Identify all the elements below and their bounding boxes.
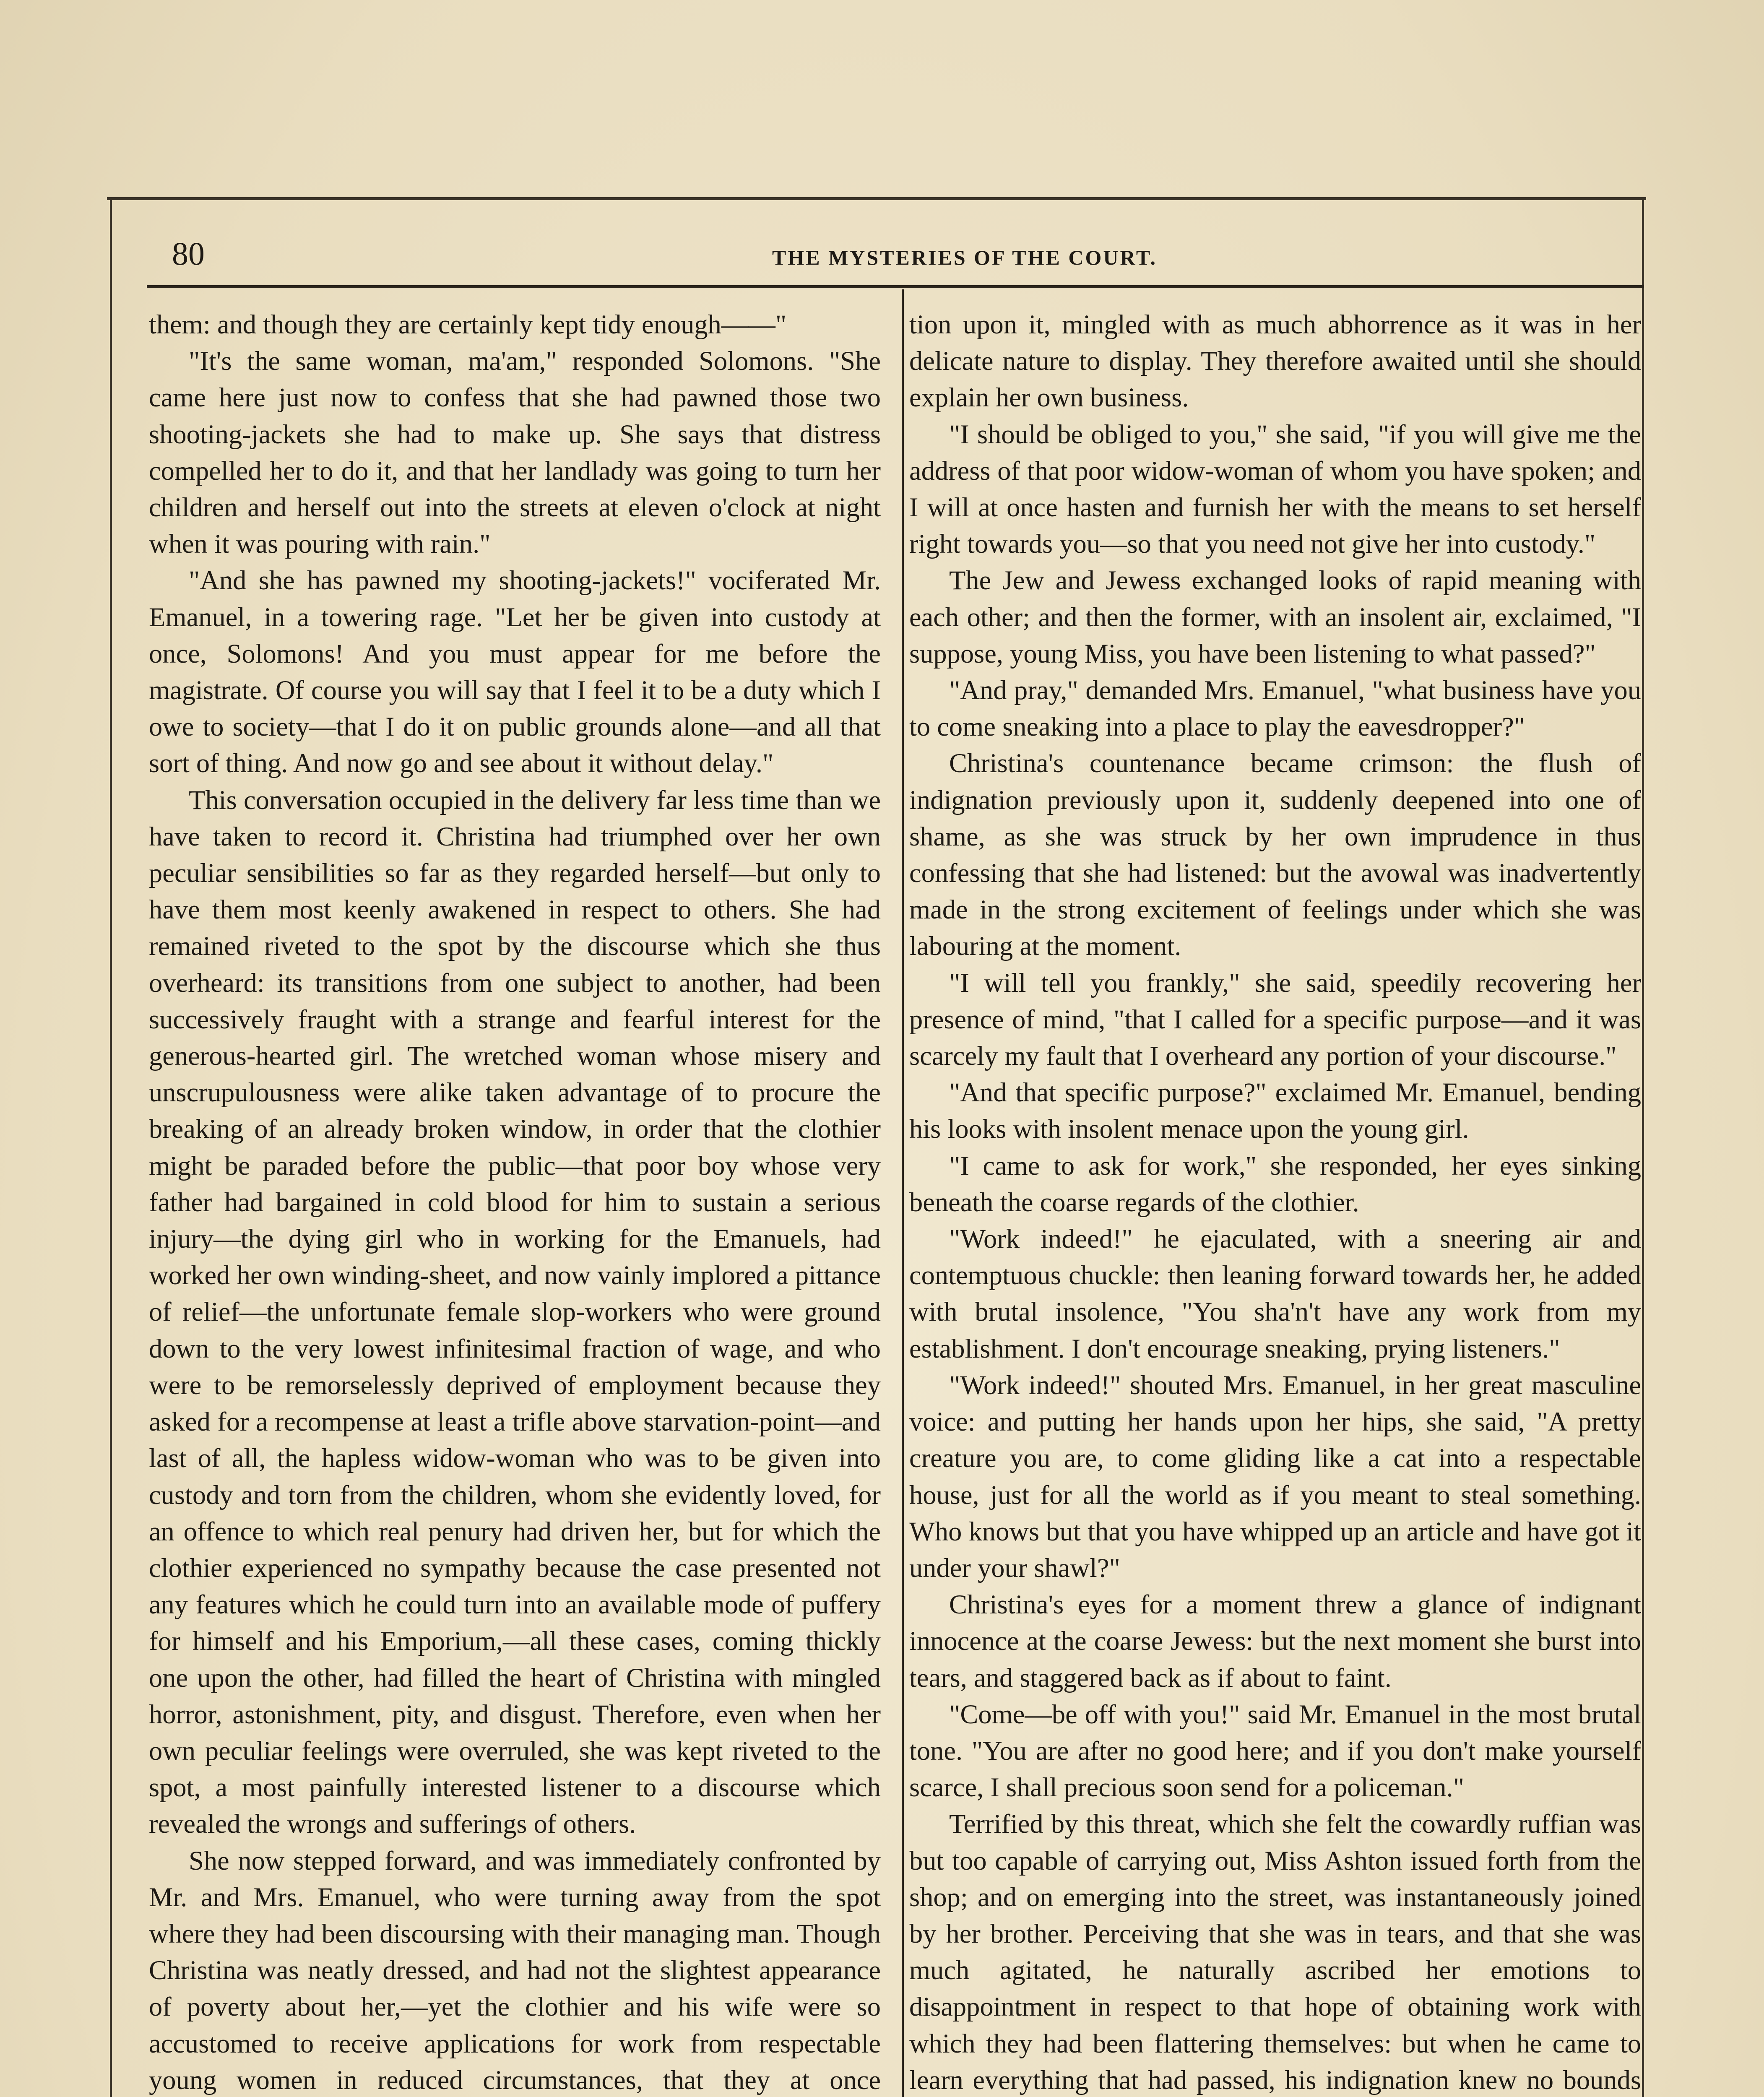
paragraph: Christina's eyes for a moment threw a glance of indignant innocence at the coarse Jewess: but the next moment she burst into tears, and staggered back as if about to faint.: [909, 1590, 1641, 1693]
paragraph: "And she has pawned my shooting-jackets!" vociferated Mr. Emanuel, in a towering rage. "Let her be given into custody at once, Solomons! And you must appear for me before the magistrate. Of course you will say that I feel it to be a duty which I owe to society—that I do it on public grounds alone—and all that sort of thing. And now go and see about it without delay.": [149, 565, 881, 778]
page-number: 80: [172, 235, 205, 272]
paragraph: "I came to ask for work," she responded, her eyes sinking beneath the coarse regards of the clothier.: [909, 1150, 1641, 1217]
paragraph: "And that specific purpose?" exclaimed Mr. Emanuel, bending his looks with insolent menace upon the young girl.: [909, 1077, 1641, 1144]
paragraph: them: and though they are certainly kept tidy enough——": [149, 310, 787, 339]
paragraph: "And pray," demanded Mrs. Emanuel, "what business have you to come sneaking into a place to play the eavesdropper?": [909, 675, 1641, 742]
paragraph: Terrified by this threat, which she felt the cowardly ruffian was but too capable of carrying out, Miss Ashton issued forth from the shop; and on emerging into the street, was instantaneously joined by her brother. Perceiving that she was in tears, and that she was much agitated, he naturally ascribed her emotions to disappointment in respect to that hope of obtaining work with which they had been flattering themselves: but when he came to learn everything that had passed, his indignation knew no bounds: [909, 1809, 1641, 2095]
paragraph: "It's the same woman, ma'am," responded Solomons. "She came here just now to confess that she had pawned those two shooting-jackets she had to make up. She says that distress compelled her to do it, and that her landlady was going to turn her children and herself out into the streets at eleven o'clock at night when it was pouring with rain.": [149, 346, 881, 559]
paragraph: tion upon it, mingled with as much abhorrence as it was in her delicate nature to display. They therefore awaited until she should explain her own business.: [909, 310, 1641, 413]
page-border-left: [110, 197, 112, 2097]
paragraph: "I should be obliged to you," she said, "if you will give me the address of that poor widow-woman of whom you have spoken; and I will at once hasten and furnish her with the means to set herself right towards you—so that you need not give her into custody.": [909, 419, 1641, 559]
paragraph: "I will tell you frankly," she said, speedily recovering her presence of mind, "that I called for a specific purpose—and it was scarcely my fault that I overheard any portion of your discourse.": [909, 968, 1641, 1071]
column-divider: [902, 289, 904, 2097]
paragraph: This conversation occupied in the delivery far less time than we have taken to record it. Christina had triumphed over her own peculiar sensibilities so far as they regarded herself—but only to have them most keenly awakened in respect to others. She had remained riveted to the spot by the discourse which she thus overheard: its transitions from one subject to another, had been successively fraught with a strange and fearful interest for the generous-hearted girl. The wretched woman whose misery and unscrupulousness were alike taken advantage of to procure the breaking of an already broken window, in order that the clothier might be paraded before the public—that poor boy whose very father had bargained in cold blood for him to sustain a serious injury—the dying girl who in working for the Emanuels, had worked her own winding-sheet, and now vainly implored a pittance of relief—the unfortunate female slop-workers who were ground down to the very lowest infinitesimal fraction of wage, and who were to be remorselessly deprived of employment because they asked for a recompense at least a trifle above starvation-point—and last of all, the hapless widow-woman who was to be given into custody and torn from the children, whom she evidently loved, for an offence to which real penury had driven her, but for which the clothier experienced no sympathy because the case presented not any features which he could turn into an available mode of puffery for himself and his Emporium,—all these cases, coming thickly one upon the other, had filled the heart of Christina with mingled horror, astonishment, pity, and disgust. Therefore, even when her own peculiar feelings were overruled, she was kept riveted to the spot, a most painfully interested listener to a discourse which revealed the wrongs and sufferings of others.: [149, 785, 881, 1839]
left-column: [149, 306, 881, 2097]
paragraph: Christina's countenance became crimson: the flush of indignation previously upon it, suddenly deepened into one of shame, as she was struck by her own imprudence in thus confessing that she had listened: but the avowal was inadvertently made in the strong excitement of feelings under which she was labouring at the moment.: [909, 748, 1641, 961]
running-title: THE MYSTERIES OF THE COURT.: [772, 246, 1157, 269]
paragraph: "Work indeed!" shouted Mrs. Emanuel, in her great masculine voice: and putting her hands upon her hips, she said, "A pretty creature you are, to come gliding like a cat into a respectable house, just for all the world as if you meant to steal something. Who knows but that you have whipped up an article and have got it under your shawl?": [909, 1370, 1641, 1583]
page-border-right: [1642, 197, 1644, 2097]
paragraph: The Jew and Jewess exchanged looks of rapid meaning with each other; and then the former, with an insolent air, exclaimed, "I suppose, young Miss, you have been listening to what passed?": [909, 565, 1641, 669]
paragraph: "Work indeed!" he ejaculated, with a sneering air and contemptuous chuckle: then leaning forward towards her, he added with brutal insolence, "You sha'n't have any work from my establishment. I don't encourage sneaking, prying listeners.": [909, 1224, 1641, 1363]
paragraph: She now stepped forward, and was immediately confronted by Mr. and Mrs. Emanuel, who were turning away from the spot where they had been discoursing with their managing man. Though Christina was neatly dressed, and had not the slightest appearance of poverty about her,—yet the clothier and his wife were so accustomed to receive applications for work from respectable young women in reduced circumstances, that they at once: [149, 1845, 881, 2095]
right-column: [909, 306, 1641, 2097]
page-border-top: [107, 197, 1646, 200]
header-rule: [147, 285, 1644, 288]
paragraph: "Come—be off with you!" said Mr. Emanuel in the most brutal tone. "You are after no good here; and if you don't make yourself scarce, I shall precious soon send for a policeman.": [909, 1699, 1641, 1803]
